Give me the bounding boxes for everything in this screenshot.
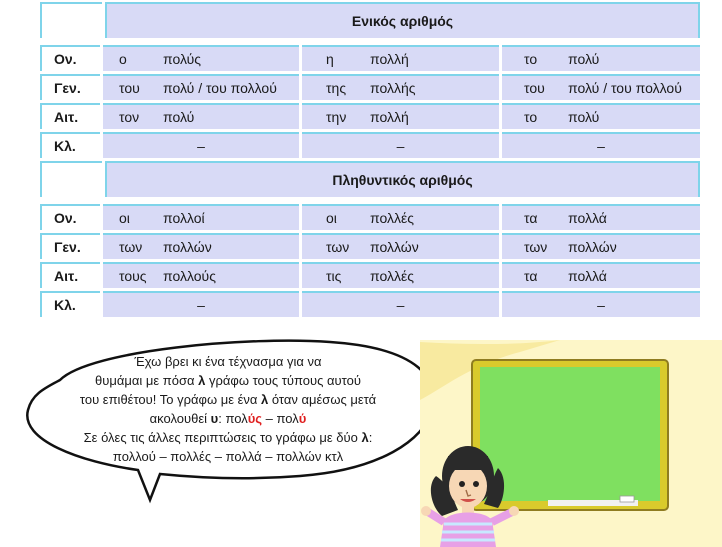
adjective-form: πολλοί	[163, 210, 205, 226]
singular-row	[40, 103, 700, 129]
form-cell	[302, 74, 499, 100]
singular-row	[40, 74, 700, 100]
plural-title: Πληθυντικός αριθμός	[105, 161, 700, 197]
adjective-form: πολλών	[163, 239, 212, 255]
article: η	[326, 51, 334, 67]
article: της	[326, 80, 347, 96]
adjective-form: –	[396, 138, 405, 154]
article: οι	[119, 210, 130, 226]
form-cell	[103, 74, 299, 100]
article: των	[119, 239, 143, 255]
form-cell	[103, 291, 299, 317]
form-cell	[302, 204, 499, 230]
article: το	[524, 109, 538, 125]
case-label: Κλ.	[40, 291, 100, 317]
singular-title: Ενικός αριθμός	[105, 2, 700, 38]
singular-header	[40, 2, 700, 38]
form-cell	[302, 103, 499, 129]
adjective-form: πολλά	[568, 268, 607, 284]
form-cell	[302, 132, 499, 158]
article: των	[524, 239, 548, 255]
adjective-form: πολλές	[370, 210, 414, 226]
case-label: Γεν.	[40, 74, 100, 100]
speech-bubble-text: Έχω βρει κι ένα τέχνασμα για να θυμάμαι με πόσα λ γράφω τους τύπους αυτού του επιθέτου! Το γράφω με ένα λ όταν αμέσως μετά ακολουθεί υ: πολύς – πολύ Σε όλες τις άλλες περιπτώσεις το γράφω με δύο λ: πολλού – πολλές – πολλά – πολλών κτλ	[79, 354, 377, 464]
declension-table	[40, 2, 700, 320]
form-cell	[103, 233, 299, 259]
adjective-form: πολύς	[163, 51, 202, 67]
adjective-form: πολλών	[568, 239, 617, 255]
article: του	[524, 80, 545, 96]
plural-header	[40, 161, 700, 197]
form-cell	[302, 262, 499, 288]
adjective-form: –	[197, 138, 205, 154]
adjective-form: –	[597, 138, 605, 154]
article: ο	[119, 51, 127, 67]
plural-row	[40, 291, 700, 317]
form-cell	[302, 45, 499, 71]
plural-row	[40, 204, 700, 230]
form-cell	[502, 132, 700, 158]
article: των	[326, 239, 350, 255]
form-cell	[103, 204, 299, 230]
case-label: Ον.	[40, 45, 100, 71]
adjective-form: πολύ / του πολλού	[568, 80, 682, 96]
adjective-form: πολλά	[568, 210, 607, 226]
form-cell	[502, 291, 700, 317]
case-label: Αιτ.	[40, 103, 100, 129]
adjective-form: πολλή	[370, 109, 409, 125]
form-cell	[302, 233, 499, 259]
adjective-form: πολύ / του πολλού	[163, 80, 277, 96]
article: τις	[326, 268, 342, 284]
singular-row	[40, 132, 700, 158]
form-cell	[502, 45, 700, 71]
adjective-form: πολλές	[370, 268, 414, 284]
adjective-form: πολύ	[568, 109, 600, 125]
form-cell	[103, 45, 299, 71]
case-label: Ον.	[40, 204, 100, 230]
form-cell	[502, 204, 700, 230]
form-cell	[103, 262, 299, 288]
adjective-form: πολλών	[370, 239, 419, 255]
article: την	[326, 109, 347, 125]
article: τους	[119, 268, 147, 284]
form-cell	[103, 103, 299, 129]
adjective-form: πολλής	[370, 80, 416, 96]
plural-row	[40, 262, 700, 288]
case-label: Γεν.	[40, 233, 100, 259]
form-cell	[103, 132, 299, 158]
article: του	[119, 80, 140, 96]
adjective-form: –	[197, 297, 205, 313]
form-cell	[302, 291, 499, 317]
article: τον	[119, 109, 140, 125]
form-cell	[502, 262, 700, 288]
adjective-form: πολύ	[163, 109, 195, 125]
case-label: Αιτ.	[40, 262, 100, 288]
form-cell	[502, 103, 700, 129]
adjective-form: πολύ	[568, 51, 600, 67]
case-label: Κλ.	[40, 132, 100, 158]
adjective-form: πολλή	[370, 51, 409, 67]
form-cell	[502, 74, 700, 100]
form-cell	[502, 233, 700, 259]
plural-row	[40, 233, 700, 259]
adjective-form: πολλούς	[163, 268, 216, 284]
chalkboard	[480, 367, 660, 501]
article: τα	[524, 268, 538, 284]
article: οι	[326, 210, 337, 226]
article: το	[524, 51, 538, 67]
article: τα	[524, 210, 538, 226]
adjective-form: –	[396, 297, 405, 313]
adjective-form: –	[597, 297, 605, 313]
singular-row	[40, 45, 700, 71]
